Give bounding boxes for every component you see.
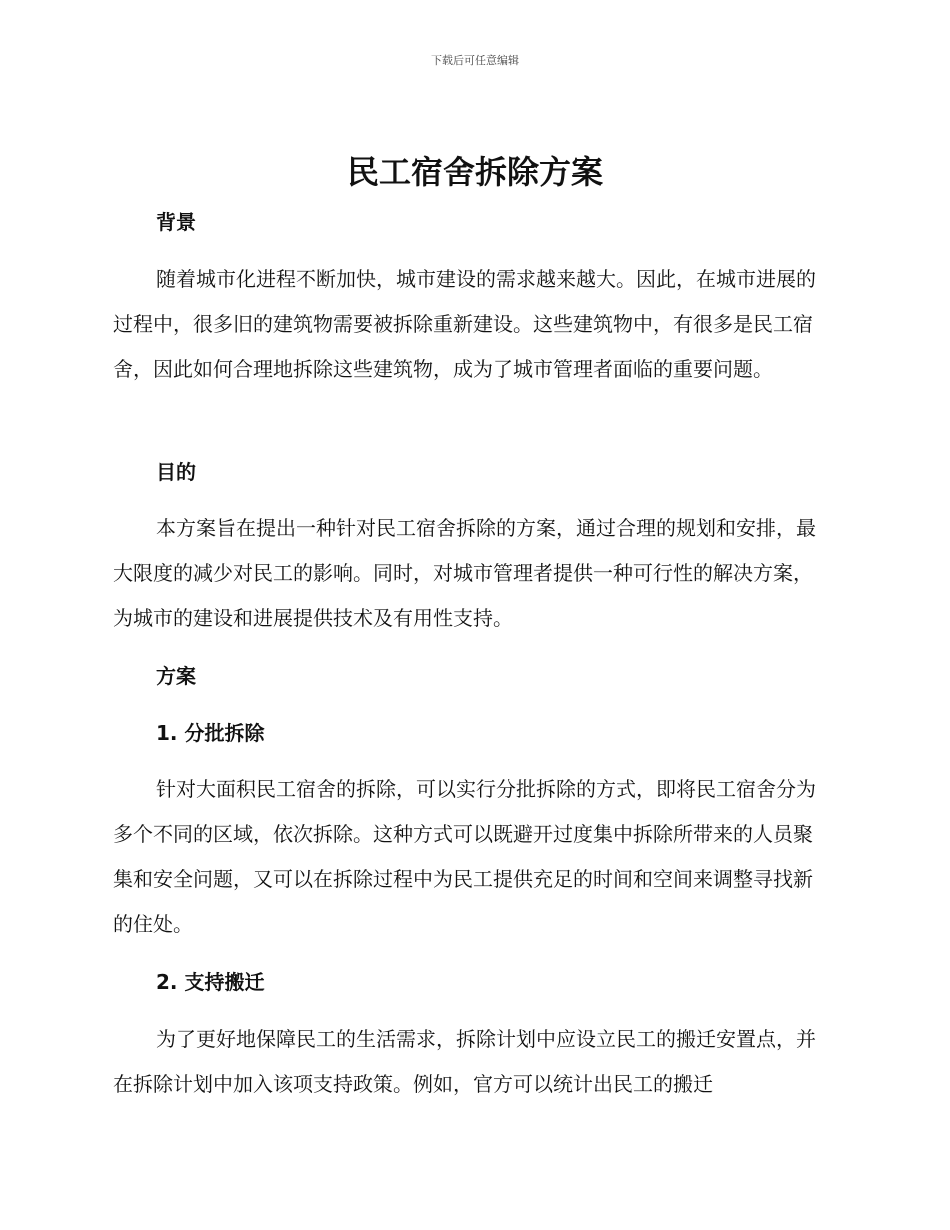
- paragraph-relocation-support: 为了更好地保障民工的生活需求，拆除计划中应设立民工的搬迁安置点，并在拆除计划中加入该项支持政策。例如，官方可以统计出民工的搬迁: [113, 1027, 816, 1096]
- section-heading-purpose: 目的: [156, 460, 196, 484]
- page-header: 下载后可任意编辑: [431, 54, 519, 67]
- section-heading-plan: 方案: [156, 664, 196, 688]
- document-title: 民工宿舍拆除方案: [346, 153, 603, 191]
- paragraph-purpose: 本方案旨在提出一种针对民工宿舍拆除的方案，通过合理的规划和安排，最大限度的减少对民工的影响。同时，对城市管理者提供一种可行性的解决方案，为城市的建设和进展提供技术及有用性支持。: [113, 516, 816, 630]
- paragraph-background: 随着城市化进程不断加快，城市建设的需求越来越大。因此，在城市进展的过程中，很多旧的建筑物需要被拆除重新建设。这些建筑物中，有很多是民工宿舍，因此如何合理地拆除这些建筑物，成为了城市管理者面临的重要问题。: [113, 267, 816, 381]
- subheading-batch-demolition: 1. 分批拆除: [156, 721, 265, 745]
- subheading-relocation-support: 2. 支持搬迁: [156, 970, 265, 994]
- paragraph-batch-demolition: 针对大面积民工宿舍的拆除，可以实行分批拆除的方式，即将民工宿舍分为多个不同的区域，依次拆除。这种方式可以既避开过度集中拆除所带来的人员聚集和安全问题，又可以在拆除过程中为民工提供充足的时间和空间来调整寻找新的住处。: [113, 777, 816, 936]
- section-heading-background: 背景: [156, 210, 196, 234]
